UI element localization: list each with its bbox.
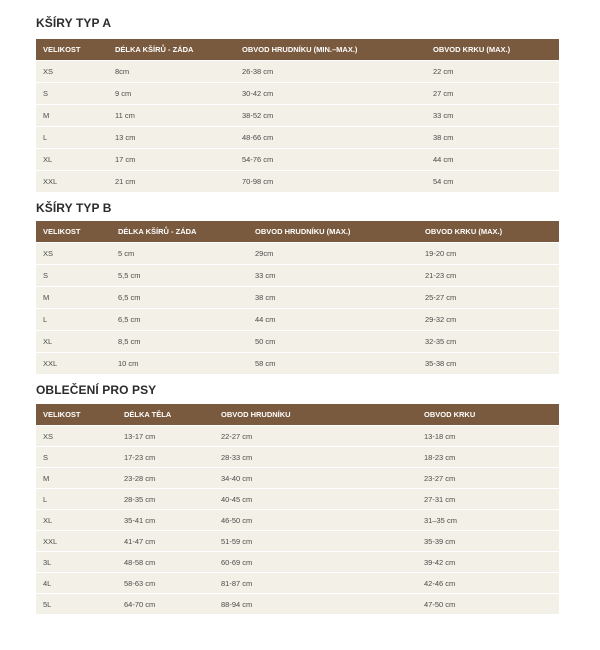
table-row [36,468,559,488]
cell-chest-girth: 60-69 cm [214,552,417,572]
cell-neck-girth: 18-23 cm [417,447,559,467]
cell-body-length: 17-23 cm [117,447,214,467]
header-body-length: DÉLKA TĚLA [117,404,214,425]
table-header-row [36,404,559,425]
cell-chest-girth: 28-33 cm [214,447,417,467]
cell-back-length: 13 cm [108,127,235,148]
cell-chest-girth: 22-27 cm [214,426,417,446]
table-row [36,331,559,352]
cell-size: XXL [36,171,108,192]
cell-size: 5L [36,594,117,614]
cell-back-length: 21 cm [108,171,235,192]
cell-size: XS [36,61,108,82]
cell-chest-girth: 46-50 cm [214,510,417,530]
cell-neck-girth: 27 cm [426,83,559,104]
table-row [36,149,559,170]
cell-chest-girth: 54-76 cm [235,149,426,170]
cell-body-length: 13-17 cm [117,426,214,446]
cell-neck-girth: 25-27 cm [418,287,559,308]
cell-chest-girth: 51-59 cm [214,531,417,551]
section-title-harness-a: KŠÍRY TYP A [36,16,112,30]
cell-neck-girth: 54 cm [426,171,559,192]
cell-size: 3L [36,552,117,572]
cell-body-length: 35-41 cm [117,510,214,530]
cell-neck-girth: 38 cm [426,127,559,148]
cell-size: XXL [36,531,117,551]
table-row [36,171,559,192]
cell-neck-girth: 44 cm [426,149,559,170]
table-row [36,309,559,330]
cell-chest-girth: 40-45 cm [214,489,417,509]
cell-back-length: 8,5 cm [111,331,248,352]
table-row [36,83,559,104]
cell-chest-girth: 58 cm [248,353,418,374]
table-row [36,105,559,126]
table-row [36,489,559,509]
header-chest-girth: OBVOD HRUDNÍKU (MIN.–MAX.) [235,39,426,60]
cell-back-length: 10 cm [111,353,248,374]
header-neck-girth: OBVOD KRKU (MAX.) [418,221,559,242]
table-row [36,127,559,148]
cell-chest-girth: 34-40 cm [214,468,417,488]
cell-chest-girth: 48-66 cm [235,127,426,148]
cell-neck-girth: 47-50 cm [417,594,559,614]
header-chest-girth: OBVOD HRUDNÍKU (MAX.) [248,221,418,242]
cell-body-length: 48-58 cm [117,552,214,572]
cell-size: S [36,83,108,104]
cell-back-length: 11 cm [108,105,235,126]
cell-size: M [36,468,117,488]
section-title-harness-b: KŠÍRY TYP B [36,201,112,215]
cell-chest-girth: 29cm [248,243,418,264]
cell-size: S [36,447,117,467]
cell-body-length: 23-28 cm [117,468,214,488]
header-size: VELIKOST [36,39,108,60]
cell-neck-girth: 35-38 cm [418,353,559,374]
header-neck-girth: OBVOD KRKU [417,404,559,425]
cell-neck-girth: 42-46 cm [417,573,559,593]
cell-chest-girth: 81-87 cm [214,573,417,593]
table-row [36,552,559,572]
table-header-row [36,221,559,242]
cell-neck-girth: 27-31 cm [417,489,559,509]
table-row [36,531,559,551]
cell-body-length: 28-35 cm [117,489,214,509]
cell-chest-girth: 50 cm [248,331,418,352]
cell-neck-girth: 19-20 cm [418,243,559,264]
cell-neck-girth: 32-35 cm [418,331,559,352]
table-row [36,61,559,82]
cell-chest-girth: 44 cm [248,309,418,330]
cell-chest-girth: 26-38 cm [235,61,426,82]
cell-back-length: 17 cm [108,149,235,170]
cell-chest-girth: 38-52 cm [235,105,426,126]
table-row [36,594,559,614]
cell-chest-girth: 70-98 cm [235,171,426,192]
cell-neck-girth: 39-42 cm [417,552,559,572]
cell-size: L [36,489,117,509]
cell-body-length: 58-63 cm [117,573,214,593]
cell-size: M [36,287,111,308]
cell-size: L [36,127,108,148]
table-row [36,265,559,286]
table-row [36,573,559,593]
cell-neck-girth: 13-18 cm [417,426,559,446]
table-row [36,510,559,530]
cell-neck-girth: 31–35 cm [417,510,559,530]
cell-back-length: 6,5 cm [111,309,248,330]
cell-back-length: 8cm [108,61,235,82]
size-table-dog-clothing [36,403,559,615]
cell-size: M [36,105,108,126]
cell-neck-girth: 21-23 cm [418,265,559,286]
section-title-dog-clothing: OBLEČENÍ PRO PSY [36,383,157,397]
table-row [36,243,559,264]
cell-back-length: 9 cm [108,83,235,104]
cell-size: L [36,309,111,330]
header-size: VELIKOST [36,404,117,425]
cell-body-length: 41-47 cm [117,531,214,551]
cell-chest-girth: 88-94 cm [214,594,417,614]
cell-size: XL [36,510,117,530]
cell-size: XS [36,243,111,264]
cell-neck-girth: 29-32 cm [418,309,559,330]
header-chest-girth: OBVOD HRUDNÍKU [214,404,417,425]
cell-back-length: 5,5 cm [111,265,248,286]
cell-neck-girth: 23-27 cm [417,468,559,488]
header-back-length: DÉLKA KŠÍRŮ - ZÁDA [111,221,248,242]
cell-neck-girth: 22 cm [426,61,559,82]
header-back-length: DÉLKA KŠÍRŮ - ZÁDA [108,39,235,60]
cell-neck-girth: 35-39 cm [417,531,559,551]
table-row [36,287,559,308]
table-header-row [36,39,559,60]
cell-chest-girth: 30-42 cm [235,83,426,104]
header-size: VELIKOST [36,221,111,242]
cell-size: XXL [36,353,111,374]
cell-size: 4L [36,573,117,593]
table-row [36,426,559,446]
table-row [36,353,559,374]
cell-size: XL [36,331,111,352]
header-neck-girth: OBVOD KRKU (MAX.) [426,39,559,60]
cell-back-length: 6,5 cm [111,287,248,308]
size-table-harness-a [36,38,559,193]
cell-size: XS [36,426,117,446]
cell-chest-girth: 38 cm [248,287,418,308]
cell-neck-girth: 33 cm [426,105,559,126]
table-row [36,447,559,467]
cell-back-length: 5 cm [111,243,248,264]
cell-size: S [36,265,111,286]
cell-body-length: 64-70 cm [117,594,214,614]
size-table-harness-b [36,220,559,375]
cell-chest-girth: 33 cm [248,265,418,286]
cell-size: XL [36,149,108,170]
